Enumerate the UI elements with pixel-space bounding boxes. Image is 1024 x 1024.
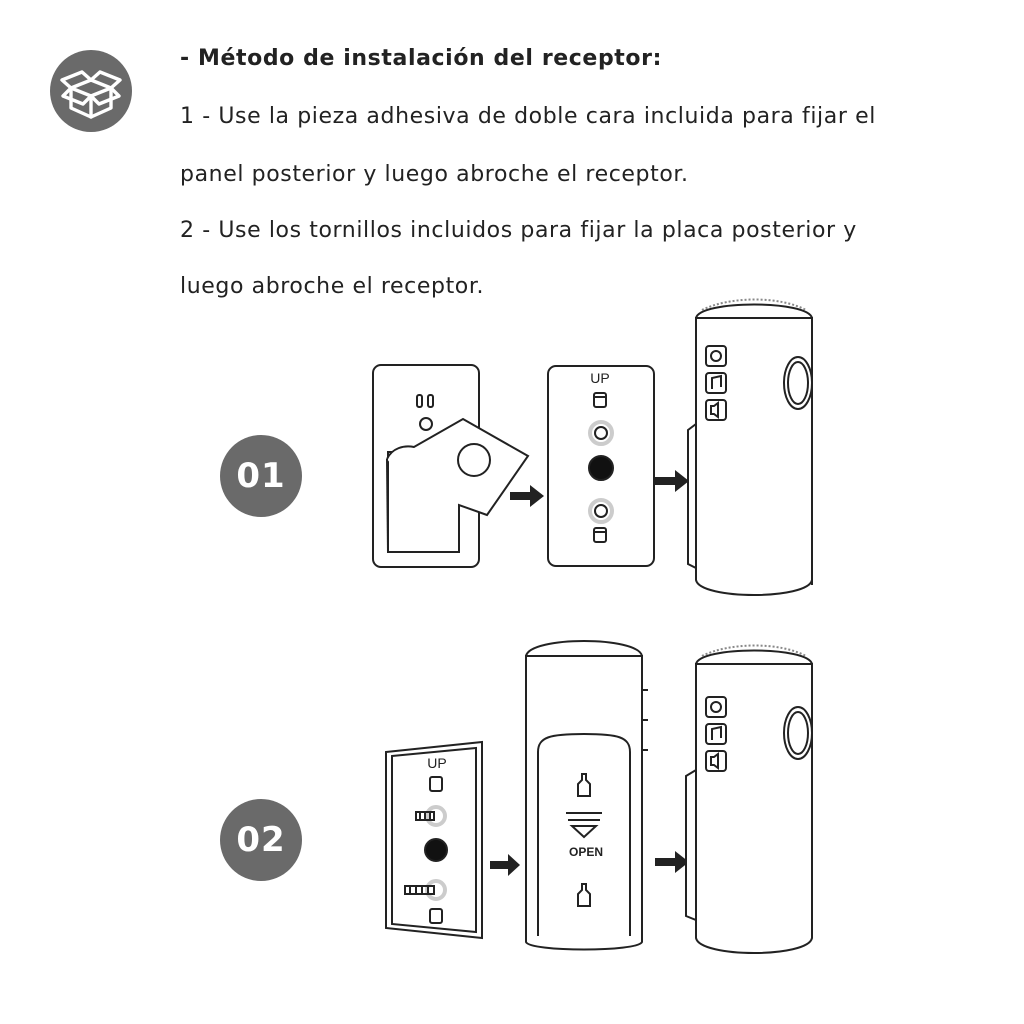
instruction-line: 2 - Use los tornillos incluidos para fijar la placa posterior y	[180, 218, 857, 243]
back-plate-screws	[386, 742, 482, 938]
back-plate	[548, 366, 654, 566]
step-1-badge: 01	[220, 435, 302, 517]
instruction-line: luego abroche el receptor.	[180, 274, 485, 299]
step-2-badge: 02	[220, 799, 302, 881]
open-label: OPEN	[568, 845, 604, 859]
instruction-line: panel posterior y luego abroche el receptor.	[180, 162, 689, 187]
arrow-right-icon	[510, 485, 544, 507]
plate-up-label: UP	[427, 755, 447, 771]
instruction-line: 1 - Use la pieza adhesiva de doble cara incluida para fijar el	[180, 104, 876, 129]
arrow-right-icon	[490, 854, 520, 876]
receiver-unit	[686, 646, 812, 954]
receiver-back-cover	[526, 641, 648, 950]
section-heading: - Método de instalación del receptor:	[180, 46, 662, 71]
plate-up-label: UP	[590, 370, 610, 386]
arrow-right-icon	[655, 470, 689, 492]
arrow-right-icon	[655, 851, 689, 873]
receiver-unit	[688, 300, 812, 596]
